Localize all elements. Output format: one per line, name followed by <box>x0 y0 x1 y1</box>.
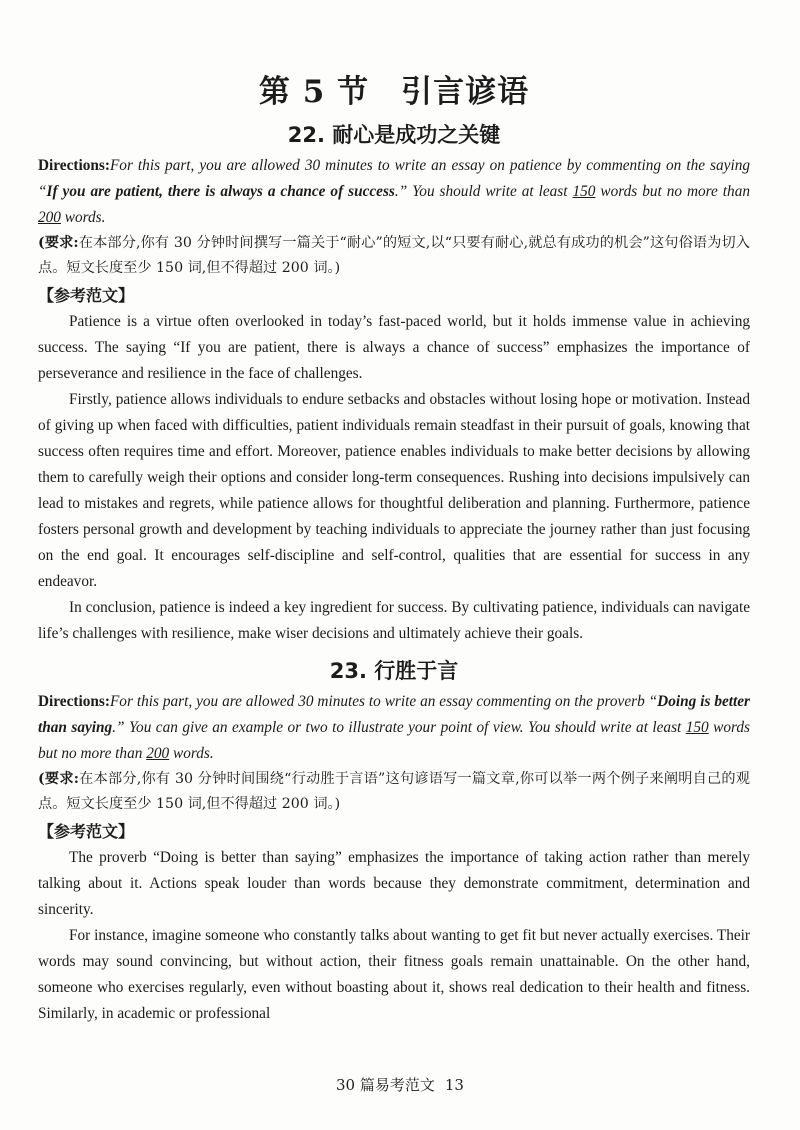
document-page <box>38 66 750 1027</box>
requirement <box>38 231 750 281</box>
page-footer <box>0 1074 800 1095</box>
max-words: 200 <box>146 745 170 762</box>
essay-paragraph: For instance, imagine someone who constantly talks about wanting to get fit but never actually exercises. Their words may sound convincing, but without action, their fitness goals remain unattainable. On the other hand, someone who exercises regularly, even without boasting about it, shows real dedication to their health and fitness. Similarly, in academic or professional <box>38 927 750 1022</box>
sample-essay-label: 【参考范文】 <box>38 822 135 841</box>
section-title: 第 5 节 引言谚语 <box>258 74 530 110</box>
directions-text: For this part, you are allowed 30 minutes to write an essay on patience by commenting on the saying “ <box>38 157 750 200</box>
sample-essay-label: 【参考范文】 <box>38 286 135 305</box>
topic-title: 23. 行胜于言 <box>329 659 459 683</box>
topic-22 <box>38 119 750 647</box>
requirement-text: 在本部分,你有 30 分钟时间围绕“行动胜于言语”这句谚语写一篇文章,你可以举一两个例子来阐明自己的观点。短文长度至少 150 词,但不得超过 200 词。) <box>38 771 750 812</box>
directions-quote: Doing is better than saying <box>38 693 750 736</box>
essay-paragraph: In conclusion, patience is indeed a key ingredient for success. By cultivating patience, individuals can navigate life’s challenges with resilience, make wiser decisions and ultimately achieve their goals. <box>38 599 750 642</box>
topic-title: 22. 耐心是成功之关键 <box>287 123 501 147</box>
directions-label: Directions <box>38 693 105 710</box>
directions: Directions:For this part, you are allowed 30 minutes to write an essay on patience by commenting on the saying “If you are patient, there is always a chance of success.” You should write at least 150 words but no more than 200 words. <box>38 157 751 226</box>
directions-text: For this part, you are allowed 30 minutes to write an essay commenting on the proverb “ <box>109 693 658 710</box>
footer-book-title: 30 篇易考范文 <box>336 1076 435 1094</box>
essay-paragraph: Patience is a virtue often overlooked in today’s fast-paced world, but it holds immense value in achieving success. The saying “If you are patient, there is always a chance of success” emphasizes the importance of perseverance and resilience in the face of challenges. <box>38 313 750 382</box>
min-words: 150 <box>572 183 596 200</box>
directions: Directions:For this part, you are allowed 30 minutes to write an essay commenting on the proverb “Doing is better than saying.” You can give an example or two to illustrate your point of view. You should write at least 150 words but no more than 200 words. <box>38 693 750 762</box>
min-words: 150 <box>685 719 709 736</box>
requirement <box>38 767 750 817</box>
directions-label: Directions <box>38 157 105 174</box>
requirement-label: (要求: <box>38 235 79 251</box>
essay-paragraph: The proverb “Doing is better than saying” emphasizes the importance of taking action rather than merely talking about it. Actions speak louder than words because they demonstrate commitment, determination and sincerity. <box>38 849 750 918</box>
directions-quote: If you are patient, there is always a chance of success <box>46 183 395 200</box>
topic-23 <box>38 655 750 1027</box>
essay-paragraph: Firstly, patience allows individuals to endure setbacks and obstacles without losing hope or motivation. Instead of giving up when faced with difficulties, patient individuals remain steadfast in their pursuit of goals, knowing that success often requires time and effort. Moreover, patience enables individuals to make better decisions by allowing them to carefully weigh their options and consider long-term consequences. Rushing into decisions impulsively can lead to mistakes and regrets, while patience allows for thoughtful deliberation and planning. Furthermore, patience fosters personal growth and development by teaching individuals to appreciate the journey rather than just focusing on the end goal. It encourages self-discipline and self-control, qualities that are essential for success in any endeavor. <box>38 391 750 590</box>
max-words: 200 <box>38 209 61 226</box>
requirement-label: (要求: <box>38 771 79 787</box>
requirement-text: 在本部分,你有 30 分钟时间撰写一篇关于“耐心”的短文,以“只要有耐心,就总有成功的机会”这句俗语为切入点。短文长度至少 150 词,但不得超过 200 词。) <box>38 235 750 276</box>
page-number: 13 <box>444 1076 464 1094</box>
